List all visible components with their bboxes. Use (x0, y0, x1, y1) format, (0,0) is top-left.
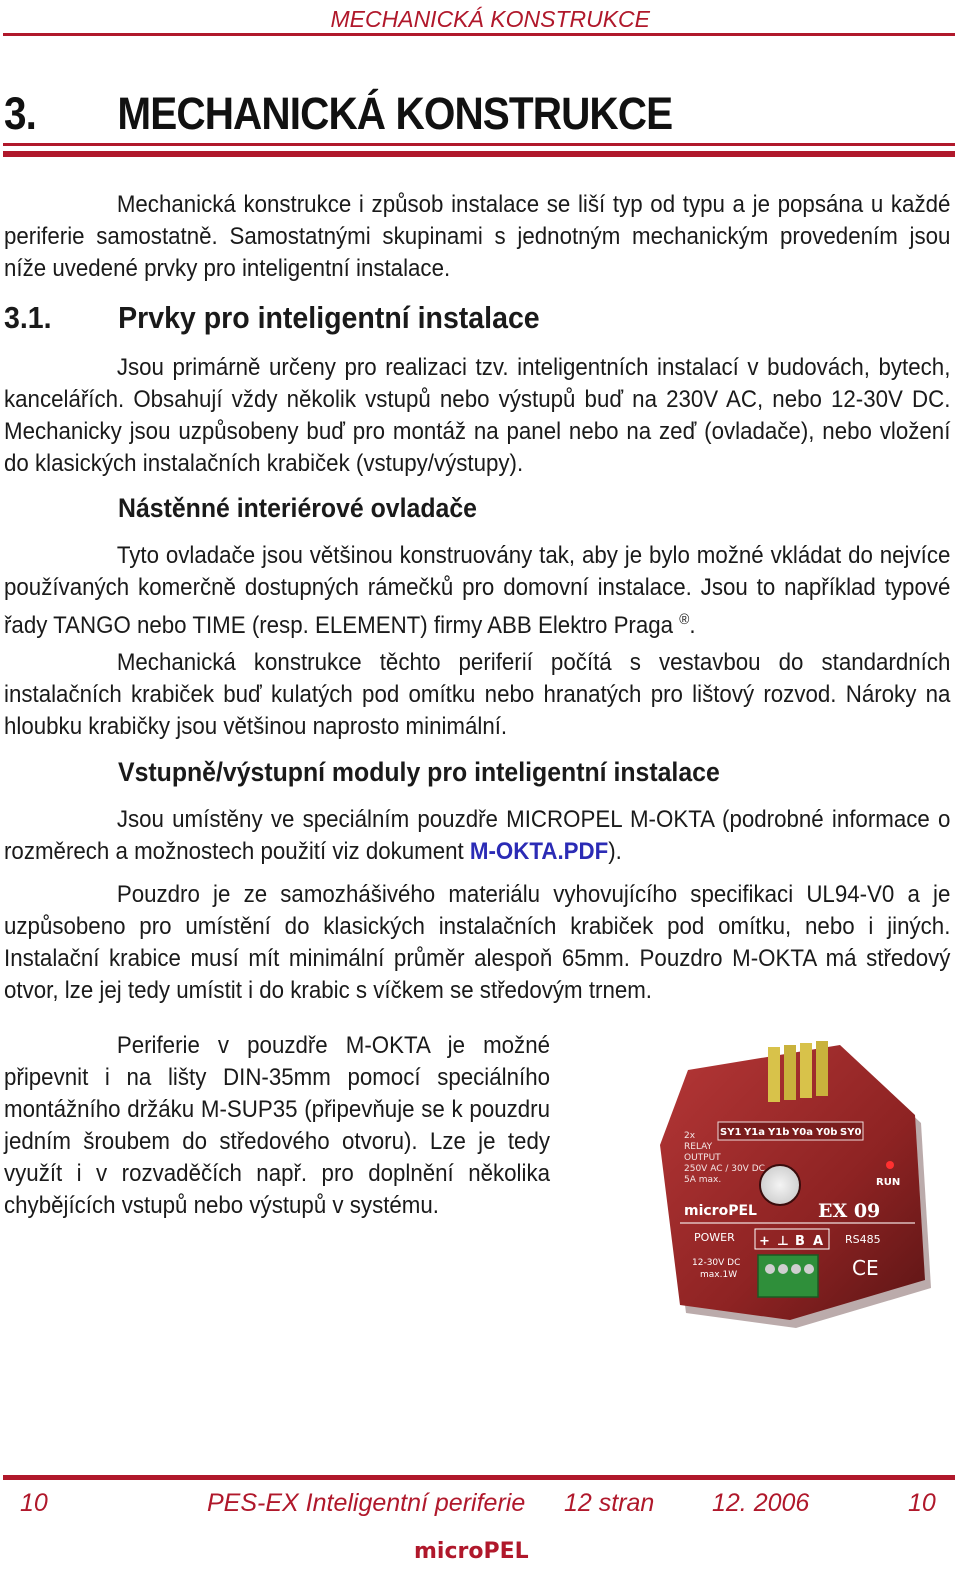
intro-text: Mechanická konstrukce i způsob instalace se liší typ od typu a je popsána u každé periferie samostatně. Samostatnými skupinami s jednotným mechanickým provedením jsou níže uvedené prvky pro inteligentní instalace. (4, 191, 951, 282)
subsection-heading-controllers: Nástěnné interiérové ovladače (118, 493, 477, 523)
intro-paragraph (4, 189, 950, 285)
footer-page-right: 10 (908, 1489, 936, 1517)
chapter-rule-thick (3, 151, 955, 157)
power-term-a: A (813, 1234, 824, 1249)
device-model: EX 09 (818, 1200, 881, 1222)
io-text-2: Pouzdro je ze samozhášivého materiálu vyhovujícího specifikaci UL94-V0 a je uzpůsobeno pro umístění do klasických instalačních krabiček pod omítku, nebo i jiných. Instalační krabice musí mít minimální průměr alespoň 65mm. Pouzdro M-OKTA má středový otvor, lze jej tedy umístit i do krabic s víčkem se středovým trnem. (4, 881, 951, 1004)
power-term-b: B (795, 1234, 805, 1249)
io-text-1: Jsou umístěny ve speciálním pouzdře MICROPEL M-OKTA (podrobné informace o rozměrech a možnostech použití viz dokument (4, 806, 951, 865)
io-paragraph-1 (4, 804, 950, 868)
device-brand: microPEL (684, 1203, 757, 1219)
micropel-logo (414, 1528, 546, 1566)
supply-line-2: max.1W (700, 1270, 738, 1280)
io-text-3: Periferie v pouzdře M-OKTA je možné připevnit i na lišty DIN-35mm pomocí speciálního montážního držáku M-SUP35 (připevňuje se k pouzdru jedním šroubem do středového otvoru). Lze je tedy využít i v rozvaděčích např. pro doplnění několika chybějících vstupů nebo výstupů v systému. (4, 1032, 551, 1219)
terminal-y0b: Y0b (816, 1127, 838, 1138)
terminal-block (758, 1255, 818, 1297)
section-text: Jsou primárně určeny pro realizaci tzv. inteligentních instalací v budovách, bytech, kancelářích. Obsahují vždy několik vstupů nebo výstupů buď na 230V AC, nebo 12-30V DC. Mechanicky jsou uzpůsobeny buď pro montáž na panel nebo na zeď (ovladače), nebo vložení do klasických instalačních krabiček (vstupy/výstupy). (4, 354, 951, 477)
chapter-title: MECHANICKÁ KONSTRUKCE (117, 88, 673, 139)
controllers-text-1: Tyto ovladače jsou většinou konstruovány tak, aby je bylo možné vkládat do nejvíce používaných komerčně dostupných rámečků pro domovní instalace. Jsou to například typové řady TANGO nebo TIME (resp. ELEMENT) firmy ABB Elektro Praga (4, 542, 951, 640)
document-link[interactable]: M-OKTA.PDF (469, 838, 609, 865)
period: . (689, 612, 696, 640)
running-header: MECHANICKÁ KONSTRUKCE (330, 6, 650, 32)
header-rule (3, 33, 955, 36)
relay-text-2: RELAY (684, 1142, 713, 1152)
terminal-y0a: Y0a (792, 1127, 813, 1138)
relay-text-1: 2x (684, 1131, 696, 1141)
section-heading (4, 300, 540, 336)
io-paragraph-2 (4, 879, 950, 1007)
io-text-1-end: ). (608, 838, 622, 865)
registered-mark: ® (679, 611, 690, 628)
supply-line-1: 12-30V DC (692, 1258, 741, 1268)
chapter-number: 3. (4, 88, 36, 139)
io-paragraph-3 (4, 1030, 550, 1222)
ce-mark: CE (852, 1256, 879, 1280)
run-label: RUN (876, 1177, 901, 1188)
footer-page-count: 12 stran (564, 1489, 655, 1517)
chapter-rule-thin (3, 143, 955, 146)
terminal-sy0: SY0 (840, 1127, 862, 1138)
power-term-plus: + (759, 1234, 770, 1249)
power-term-ground: ⊥ (777, 1234, 789, 1249)
bus-label: RS485 (845, 1233, 881, 1246)
m-okta-module-image (640, 1025, 940, 1335)
terminal-y1a: Y1a (744, 1127, 765, 1138)
controllers-paragraph-1 (4, 540, 950, 642)
section-title: Prvky pro inteligentní instalace (118, 300, 540, 335)
relay-text-5: 5A max. (684, 1175, 722, 1185)
terminal-sy1: SY1 (720, 1127, 742, 1138)
footer-page-left: 10 (20, 1489, 48, 1517)
relay-text-3: OUTPUT (684, 1153, 721, 1163)
footer-document-title: PES-EX Inteligentní periferie (207, 1489, 526, 1517)
footer-date: 12. 2006 (712, 1489, 810, 1517)
footer-rule (3, 1475, 955, 1480)
chapter-heading (4, 88, 672, 140)
section-paragraph (4, 352, 950, 480)
terminal-y1b: Y1b (768, 1127, 790, 1138)
section-number: 3.1. (4, 300, 52, 335)
logo-wordmark: microPEL (414, 1539, 529, 1564)
relay-text-4: 250V AC / 30V DC (684, 1164, 765, 1174)
subsection-heading-io-modules: Vstupně/výstupní moduly pro inteligentní instalace (118, 757, 720, 787)
controllers-text-2: Mechanická konstrukce těchto periferií počítá s vestavbou do standardních instalačních krabiček buď kulatých pod omítku nebo hranatých pro lištový rozvod. Nároky na hloubku krabičky jsou většinou naprosto minimální. (4, 649, 951, 740)
run-led (886, 1161, 894, 1169)
controllers-paragraph-2 (4, 647, 950, 743)
power-label: POWER (694, 1231, 735, 1244)
center-hole (760, 1165, 800, 1205)
